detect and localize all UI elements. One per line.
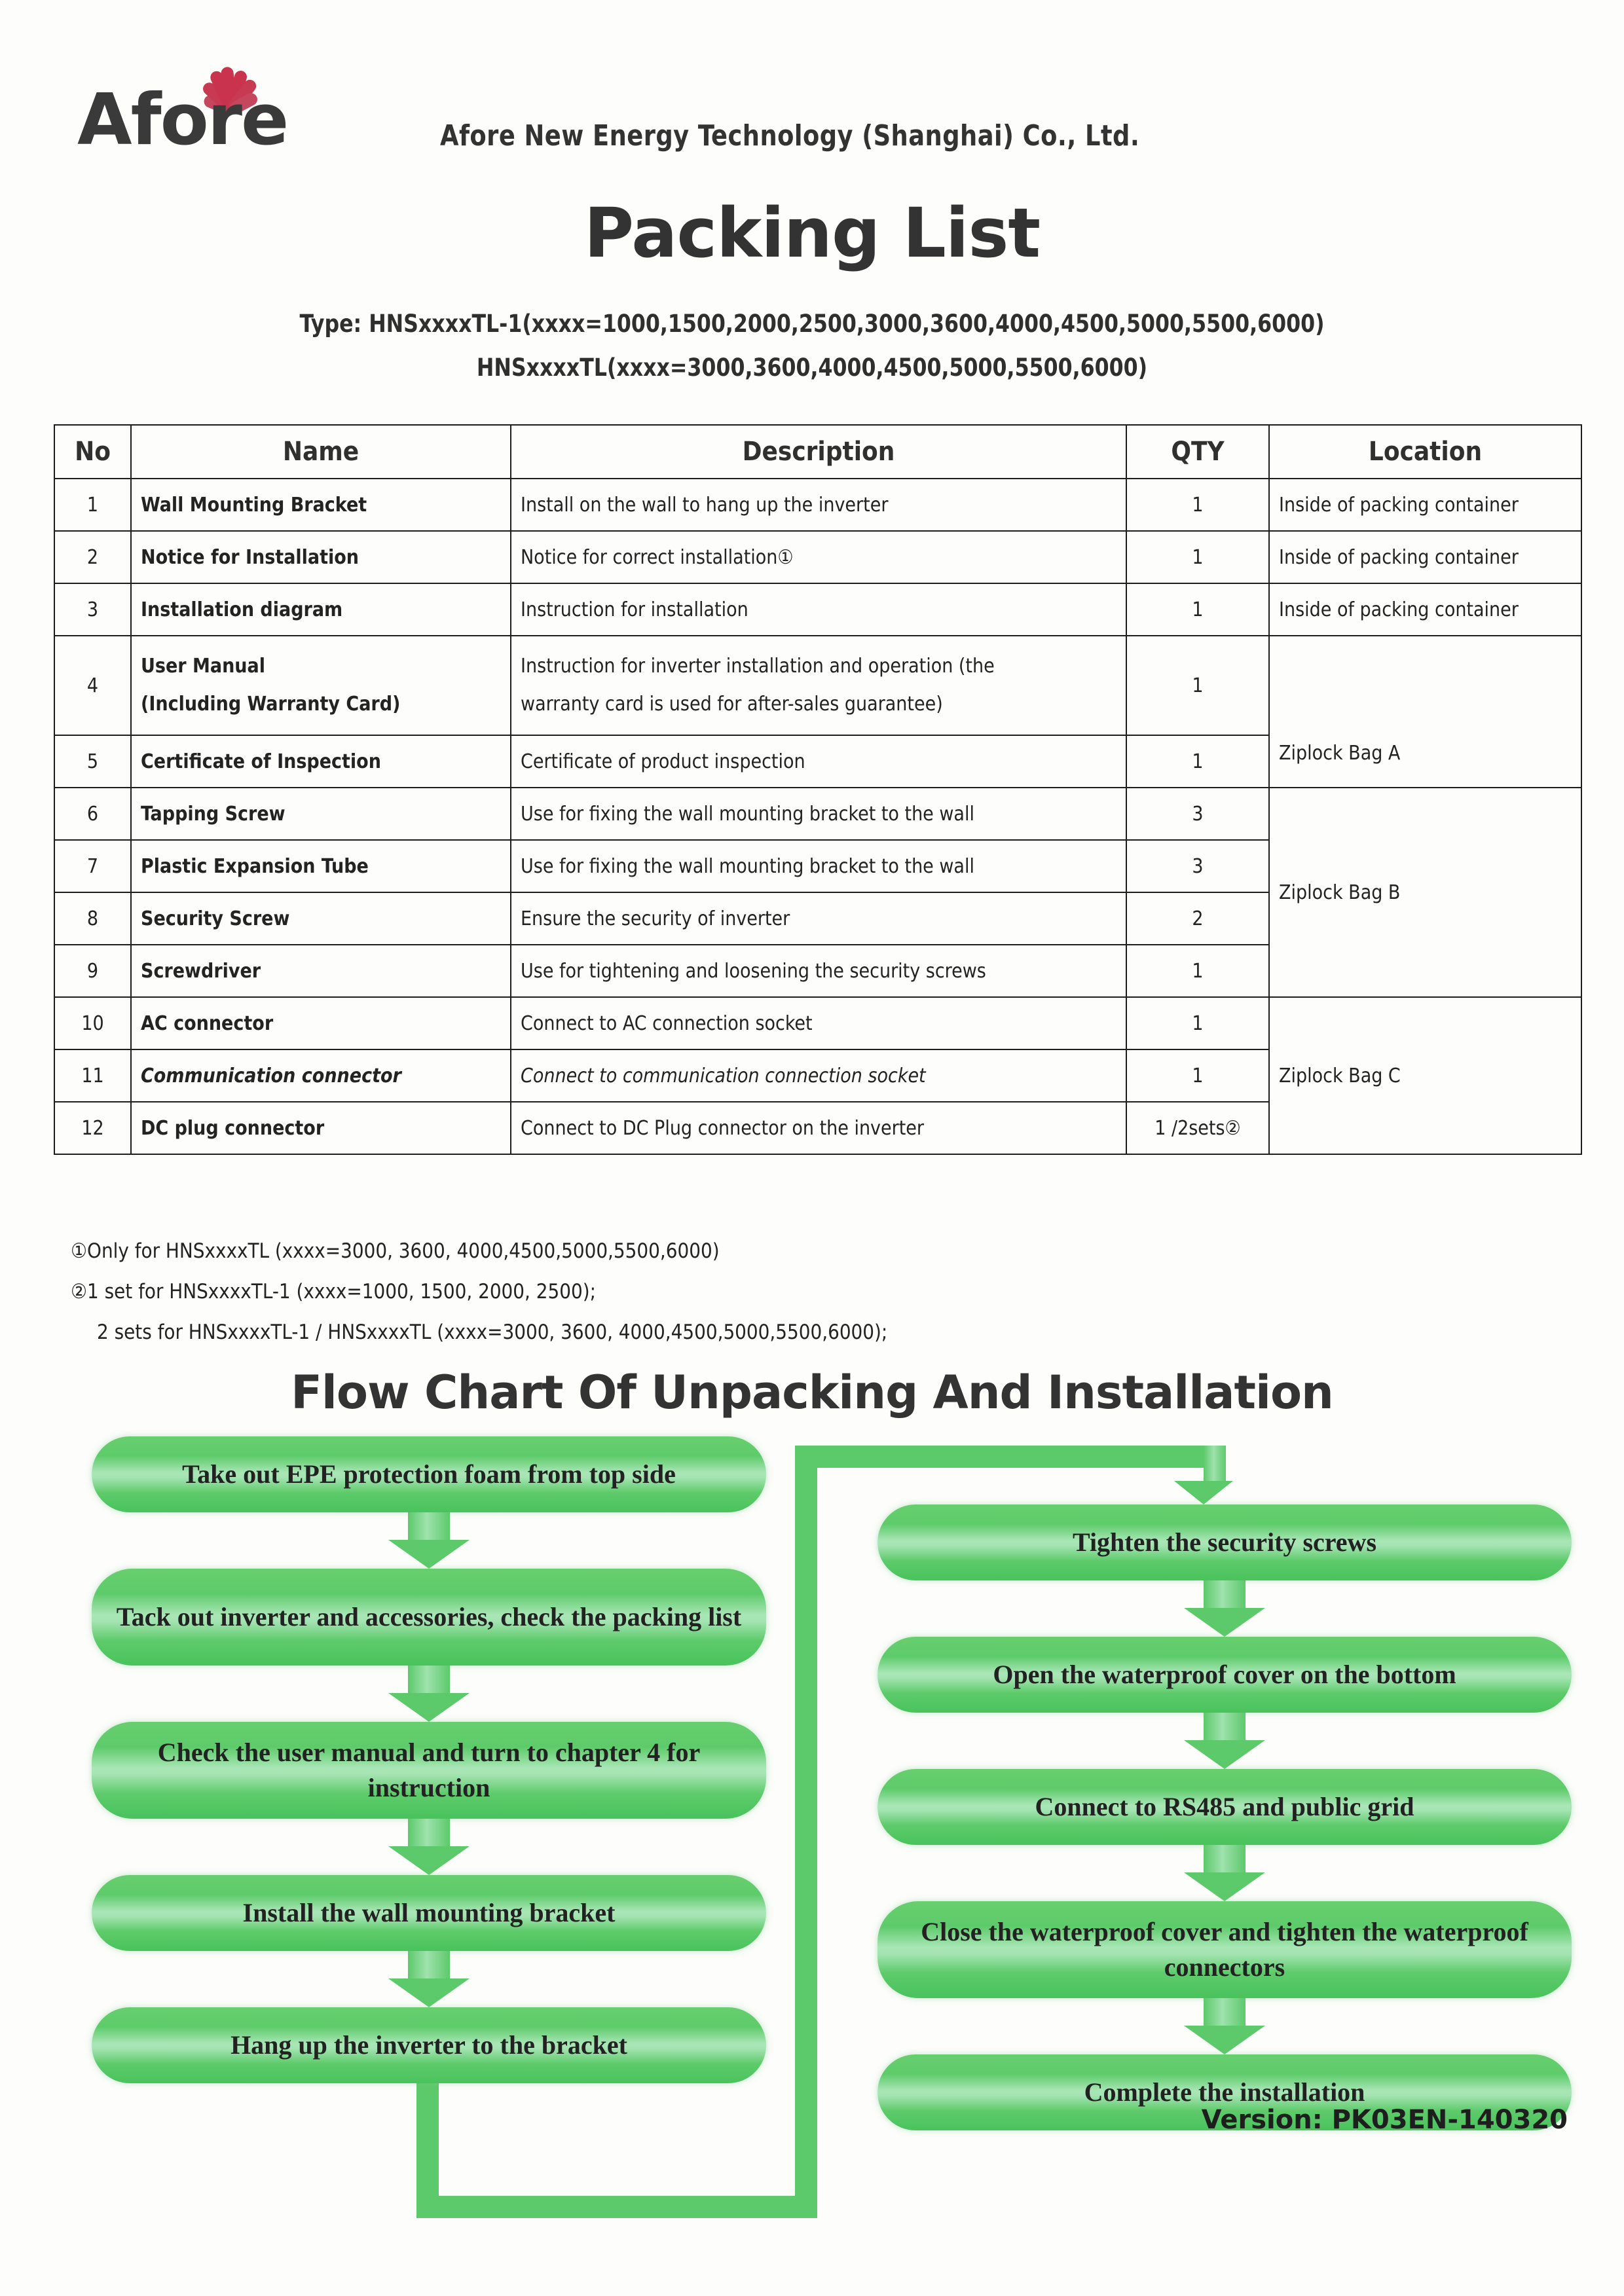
cell-no: 2 bbox=[54, 531, 131, 583]
flow-step-left-1: Take out EPE protection foam from top side bbox=[92, 1436, 766, 1512]
cell-description: Instruction for installation bbox=[511, 583, 1126, 636]
flow-arrow-left-2-head bbox=[388, 1693, 470, 1722]
flow-arrow-right-1-head bbox=[1184, 1608, 1265, 1637]
flow-connector-horizontal-top bbox=[795, 1446, 1204, 1468]
flow-arrow-left-2-stem bbox=[408, 1666, 450, 1693]
cell-qty: 1 bbox=[1126, 945, 1269, 997]
flow-arrow-right-2-head bbox=[1184, 1740, 1265, 1769]
flow-arrow-left-3-head bbox=[388, 1846, 470, 1875]
cell-description: Use for tightening and loosening the security screws bbox=[511, 945, 1126, 997]
cell-location: Inside of packing container bbox=[1269, 583, 1581, 636]
cell-name: AC connector bbox=[131, 997, 511, 1049]
cell-description bbox=[511, 636, 1126, 735]
cell-name: Tapping Screw bbox=[131, 788, 511, 840]
cell-no: 1 bbox=[54, 479, 131, 531]
cell-description-line-1: Instruction for inverter installation and operation (the bbox=[521, 654, 995, 678]
flow-arrow-right-1-stem bbox=[1204, 1580, 1246, 1608]
cell-qty: 1 bbox=[1126, 479, 1269, 531]
cell-qty: 1 bbox=[1126, 997, 1269, 1049]
cell-qty: 1 bbox=[1126, 1049, 1269, 1102]
footnote-1: ①Only for HNSxxxxTL (xxxx=3000, 3600, 4000,4500,5000,5500,6000) bbox=[71, 1239, 720, 1263]
cell-description: Use for fixing the wall mounting bracket to the wall bbox=[511, 840, 1126, 892]
col-header-qty: QTY bbox=[1126, 425, 1269, 479]
cell-name: Screwdriver bbox=[131, 945, 511, 997]
cell-location-ziplock-b: Ziplock Bag B bbox=[1269, 788, 1581, 997]
cell-name: Wall Mounting Bracket bbox=[131, 479, 511, 531]
cell-location-ziplock-c: Ziplock Bag C bbox=[1269, 997, 1581, 1154]
cell-qty: 1 bbox=[1126, 583, 1269, 636]
table-row bbox=[54, 788, 1581, 840]
table-row bbox=[54, 583, 1581, 636]
cell-qty: 1 /2sets② bbox=[1126, 1102, 1269, 1154]
flow-arrow-right-3-stem bbox=[1204, 1845, 1246, 1872]
cell-name-line-2: (Including Warranty Card) bbox=[141, 693, 401, 716]
flow-arrow-right-4-head bbox=[1184, 2026, 1265, 2054]
cell-location: Inside of packing container bbox=[1269, 531, 1581, 583]
cell-location: Inside of packing container bbox=[1269, 479, 1581, 531]
cell-description: Connect to communication connection socket bbox=[511, 1049, 1126, 1102]
cell-no: 8 bbox=[54, 892, 131, 945]
cell-name: Security Screw bbox=[131, 892, 511, 945]
cell-qty: 1 bbox=[1126, 735, 1269, 788]
page-title: Packing List bbox=[583, 193, 1041, 273]
flow-step-right-1: Tighten the security screws bbox=[877, 1504, 1572, 1580]
model-type-line-1: Type: HNSxxxxTL-1(xxxx=1000,1500,2000,2500,3000,3600,4000,4500,5000,5500,6000) bbox=[299, 310, 1325, 338]
flow-chart-title: Flow Chart Of Unpacking And Installation bbox=[291, 1366, 1333, 1419]
cell-no: 6 bbox=[54, 788, 131, 840]
flow-step-right-5: Complete the installation bbox=[877, 2054, 1572, 2130]
flow-arrow-left-3-stem bbox=[408, 1819, 450, 1846]
cell-qty: 3 bbox=[1126, 788, 1269, 840]
flow-step-left-3: Check the user manual and turn to chapter 4 for instruction bbox=[92, 1722, 766, 1819]
cell-name: DC plug connector bbox=[131, 1102, 511, 1154]
company-name: Afore New Energy Technology (Shanghai) Co., Ltd. bbox=[440, 119, 1140, 153]
footnote-2b: 2 sets for HNSxxxxTL-1 / HNSxxxxTL (xxxx=3000, 3600, 4000,4500,5000,5500,6000); bbox=[97, 1321, 888, 1344]
flow-arrow-left-1-head bbox=[388, 1540, 470, 1569]
flow-chart bbox=[0, 1427, 1624, 2107]
col-header-name: Name bbox=[131, 425, 511, 479]
logo-wordmark: Afore bbox=[77, 79, 288, 161]
flow-arrow-left-1-stem bbox=[408, 1512, 450, 1540]
col-header-location: Location bbox=[1269, 425, 1581, 479]
flow-arrow-right-2-stem bbox=[1204, 1713, 1246, 1740]
cell-name-line-1: User Manual bbox=[141, 654, 265, 678]
cell-no: 11 bbox=[54, 1049, 131, 1102]
flow-arrow-left-4-head bbox=[388, 1978, 470, 2007]
flow-step-left-5: Hang up the inverter to the bracket bbox=[92, 2007, 766, 2083]
flow-step-right-3: Connect to RS485 and public grid bbox=[877, 1769, 1572, 1845]
cell-name bbox=[131, 636, 511, 735]
model-type-line-2: HNSxxxxTL(xxxx=3000,3600,4000,4500,5000,5500,6000) bbox=[476, 354, 1148, 382]
cell-location-ziplock-a: Ziplock Bag A bbox=[1269, 636, 1581, 788]
flow-arrow-right-3-head bbox=[1184, 1872, 1265, 1901]
cell-no: 3 bbox=[54, 583, 131, 636]
cell-qty: 1 bbox=[1126, 531, 1269, 583]
cell-no: 5 bbox=[54, 735, 131, 788]
cell-name: Notice for Installation bbox=[131, 531, 511, 583]
version-label: Version: PK03EN-140320 bbox=[1201, 2105, 1568, 2135]
cell-name: Plastic Expansion Tube bbox=[131, 840, 511, 892]
cell-name: Certificate of Inspection bbox=[131, 735, 511, 788]
flow-arrow-left-4-stem bbox=[408, 1951, 450, 1978]
flow-connector-vertical-right bbox=[795, 1446, 817, 2218]
flow-connector-entry-arrowhead bbox=[1174, 1481, 1233, 1504]
table-row bbox=[54, 997, 1581, 1049]
table-row bbox=[54, 636, 1581, 735]
cell-description: Ensure the security of inverter bbox=[511, 892, 1126, 945]
cell-no: 10 bbox=[54, 997, 131, 1049]
cell-no: 9 bbox=[54, 945, 131, 997]
cell-description: Connect to DC Plug connector on the inverter bbox=[511, 1102, 1126, 1154]
cell-no: 12 bbox=[54, 1102, 131, 1154]
packing-list-table-wrapper bbox=[54, 424, 1581, 1155]
cell-qty: 3 bbox=[1126, 840, 1269, 892]
cell-description: Notice for correct installation① bbox=[511, 531, 1126, 583]
flow-connector-entry-stem bbox=[1204, 1446, 1226, 1482]
packing-list-table bbox=[54, 424, 1582, 1155]
footnote-2: ②1 set for HNSxxxxTL-1 (xxxx=1000, 1500, 2000, 2500); bbox=[71, 1280, 596, 1303]
cell-description: Certificate of product inspection bbox=[511, 735, 1126, 788]
table-header-row bbox=[54, 425, 1581, 479]
cell-qty: 2 bbox=[1126, 892, 1269, 945]
footnotes bbox=[71, 1239, 1380, 1361]
cell-description: Install on the wall to hang up the inverter bbox=[511, 479, 1126, 531]
flow-step-right-4: Close the waterproof cover and tighten the waterproof connectors bbox=[877, 1901, 1572, 1998]
flow-step-right-2: Open the waterproof cover on the bottom bbox=[877, 1637, 1572, 1713]
cell-no: 7 bbox=[54, 840, 131, 892]
table-row bbox=[54, 531, 1581, 583]
flow-step-left-4: Install the wall mounting bracket bbox=[92, 1875, 766, 1951]
flow-connector-horizontal-bottom bbox=[416, 2196, 817, 2218]
col-header-no: No bbox=[54, 425, 131, 479]
cell-name: Communication connector bbox=[131, 1049, 511, 1102]
afore-logo bbox=[77, 38, 300, 161]
cell-description: Use for fixing the wall mounting bracket to the wall bbox=[511, 788, 1126, 840]
cell-description: Connect to AC connection socket bbox=[511, 997, 1126, 1049]
cell-qty: 1 bbox=[1126, 636, 1269, 735]
flow-arrow-right-4-stem bbox=[1204, 1998, 1246, 2026]
cell-name: Installation diagram bbox=[131, 583, 511, 636]
col-header-description: Description bbox=[511, 425, 1126, 479]
table-row bbox=[54, 479, 1581, 531]
cell-no: 4 bbox=[54, 636, 131, 735]
flow-step-left-2: Tack out inverter and accessories, check the packing list bbox=[92, 1569, 766, 1666]
cell-description-line-2: warranty card is used for after-sales guarantee) bbox=[521, 693, 943, 716]
